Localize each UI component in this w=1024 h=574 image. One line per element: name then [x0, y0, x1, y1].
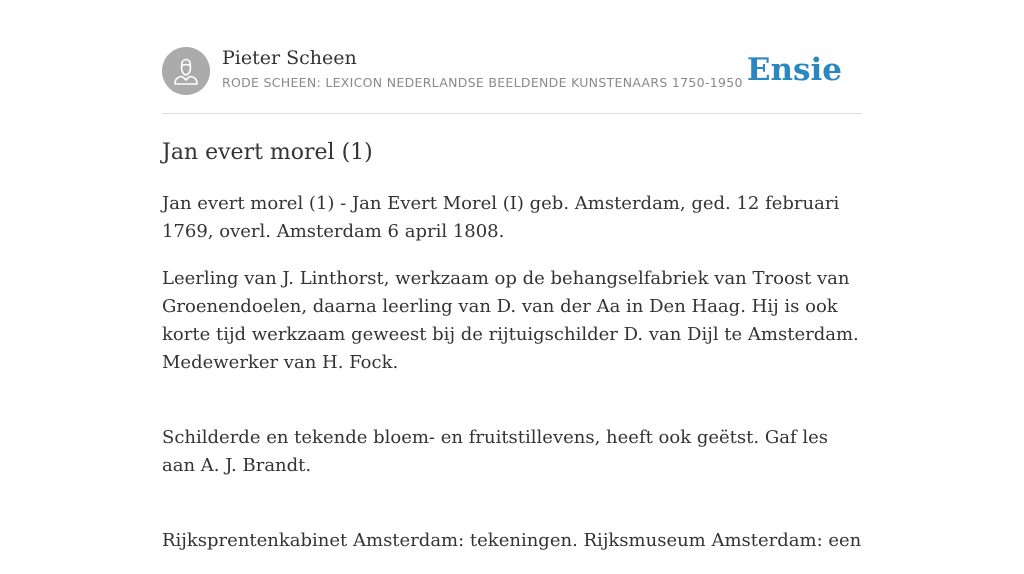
intro-paragraph: Jan evert morel (1) - Jan Evert Morel (I) geb. Amsterdam, ged. 12 februari 1769, overl. Amsterdam 6 april 1808. [162, 193, 840, 242]
page-title: Jan evert morel (1) [162, 140, 373, 165]
author-name[interactable]: Pieter Scheen [222, 47, 357, 69]
avatar[interactable] [162, 47, 210, 95]
body-paragraph-1: Leerling van J. Linthorst, werkzaam op de behangselfabriek van Troost van Groenendoelen, daarna leerling van D. van der Aa in Den Haag. Hij is ook korte tijd werkzaam geweest bij de rijtuigschilder D. van Dijl te Amsterdam. Medewerker van H. Fock. [162, 268, 859, 373]
source-title[interactable]: RODE SCHEEN: LEXICON NEDERLANDSE BEELDENDE KUNSTENAARS 1750-1950 [222, 75, 743, 90]
paragraph-gap [162, 499, 862, 527]
body-paragraph-2: Schilderde en tekende bloem- en fruitstillevens, heeft ook geëtst. Gaf les aan A. J. Brandt. [162, 427, 828, 476]
paragraph-gap [162, 396, 862, 424]
user-avatar-icon [162, 47, 210, 95]
article-content [162, 190, 862, 574]
brand-logo[interactable]: Ensie [746, 52, 842, 88]
body-paragraph-3: Rijksprentenkabinet Amsterdam: tekeningen. Rijksmuseum Amsterdam: een [162, 530, 862, 551]
author-header [162, 47, 862, 114]
